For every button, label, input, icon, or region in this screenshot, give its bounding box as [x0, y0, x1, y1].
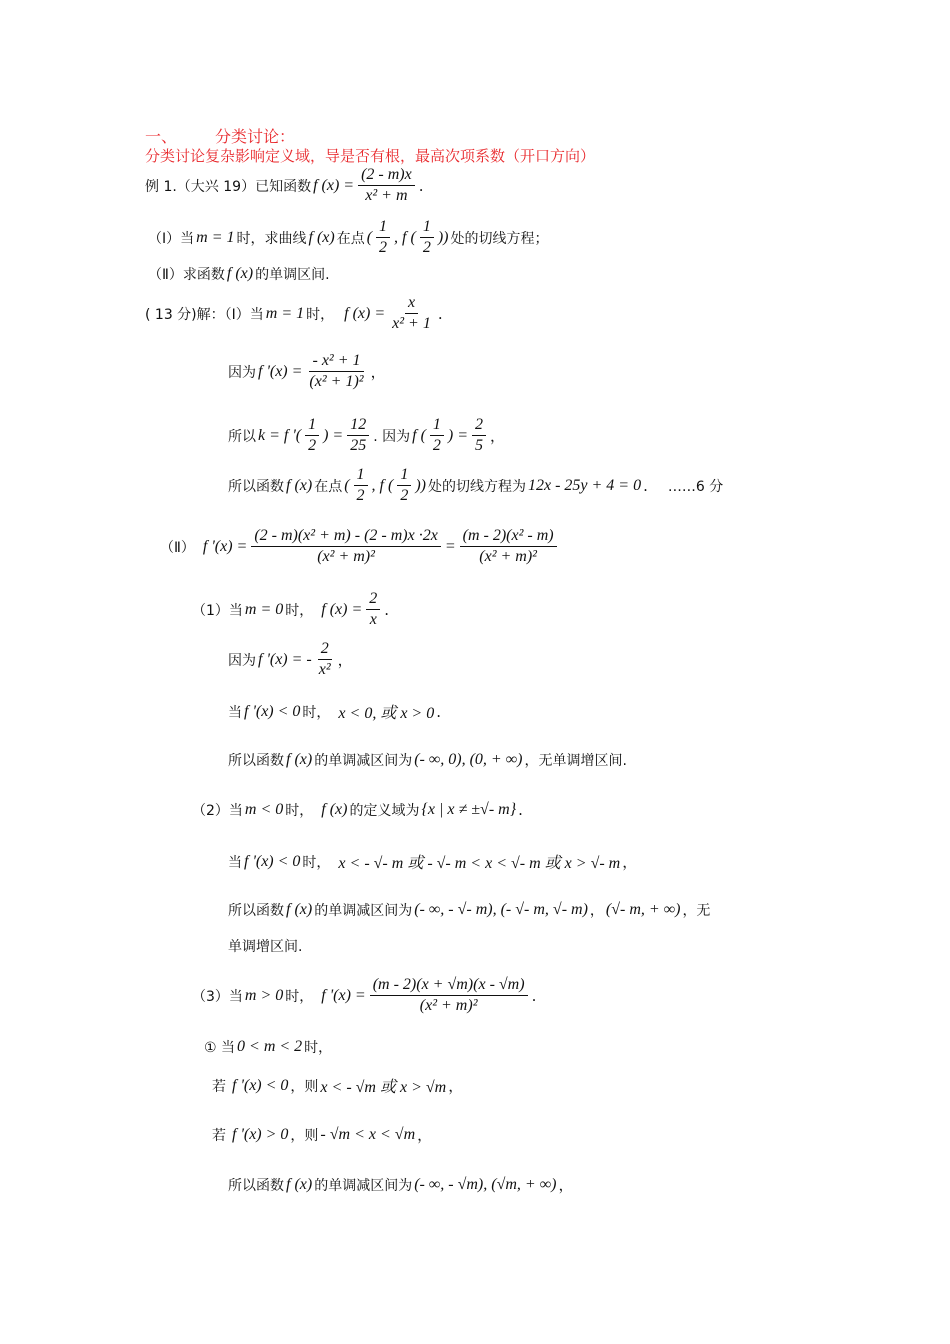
function-lhs: f (x) =: [313, 176, 355, 194]
math-lhs: f (x) =: [321, 600, 363, 618]
fraction-denominator: 2: [432, 437, 441, 455]
text-fragment: 所以函数: [228, 903, 284, 919]
equals-sign: =: [444, 537, 456, 555]
math-fragment: ) =: [323, 426, 344, 444]
text-fragment: 当: [228, 704, 242, 721]
fraction-denominator: 2: [400, 487, 409, 505]
text-fragment: 时，: [285, 803, 314, 819]
text-fragment: 因为: [228, 652, 256, 669]
text-fragment: ，无: [682, 903, 711, 919]
fraction: [460, 527, 557, 567]
comma: ，: [622, 853, 638, 871]
period: .: [643, 476, 648, 495]
text-fragment: 时，: [302, 854, 331, 871]
math-condition: m = 0: [244, 600, 284, 618]
math-lhs: f '(x) =: [202, 537, 248, 555]
math-solution: x < 0, 或 x > 0: [338, 705, 435, 722]
slope-line: [228, 416, 505, 456]
solution-head: [145, 294, 443, 334]
fraction: [370, 976, 528, 1016]
section-heading: [145, 124, 295, 147]
fraction: [366, 590, 380, 630]
fraction-denominator: x: [369, 611, 377, 629]
fraction-denominator: 2: [422, 239, 431, 257]
fraction-numerator: (m - 2)(x² - m): [460, 527, 557, 547]
q1-text: 时，求曲线: [236, 230, 307, 247]
text-fragment: 所以函数: [228, 1177, 284, 1194]
math-solution: x < - √- m 或 - √- m < x < √- m 或 x > √- m: [338, 855, 621, 872]
text-fragment: ，: [589, 903, 604, 919]
case-2-result-wrap: 单调增区间.: [228, 939, 303, 955]
text-fragment: 因为: [228, 364, 256, 381]
fraction-denominator: (x² + m)²: [419, 997, 478, 1015]
comma: ，: [448, 1077, 464, 1095]
text-fragment: 的定义域为: [349, 803, 420, 819]
comma: ，: [370, 363, 386, 382]
period: .: [436, 702, 442, 721]
fraction-denominator: 2: [356, 487, 365, 505]
fraction: [316, 640, 334, 680]
section-title: 分类讨论：: [215, 127, 296, 146]
fraction-denominator: 25: [350, 437, 367, 455]
fraction-denominator: x² + 1: [392, 315, 431, 333]
fraction-denominator: (x² + m)²: [479, 548, 537, 566]
fraction-numerator: 2: [472, 416, 486, 436]
text-fragment: 的单调减区间为: [314, 753, 413, 769]
point-middle: , f (: [394, 228, 416, 246]
q1-function: f (x): [308, 228, 335, 246]
subcase-1: [204, 1037, 332, 1057]
fraction: [305, 416, 319, 456]
text-fragment: 在点: [314, 478, 343, 495]
fraction-numerator: 2: [366, 590, 380, 610]
text-fragment: 所以: [228, 428, 256, 445]
comma: ，: [417, 1126, 433, 1144]
text-fragment: 时，: [304, 1040, 333, 1056]
q1-prefix: （Ⅰ）当: [148, 230, 195, 247]
tangent-equation: 12x - 25y + 4 = 0: [527, 476, 642, 494]
math-lhs: f '(x) =: [258, 362, 303, 380]
text-fragment: 的单调减区间为: [314, 1177, 413, 1194]
domain-set: {x | x ≠ ±√- m}: [421, 801, 517, 818]
math-solution: x < - √m 或 x > √m: [320, 1079, 447, 1096]
period: .: [418, 176, 424, 195]
case-1-solve: [228, 700, 441, 723]
interval: (√- m, + ∞): [605, 901, 681, 918]
fraction-numerator: 1: [430, 416, 444, 436]
part2-derivative: [160, 527, 559, 567]
solution-label: ( 13 分)解：（Ⅰ）当: [145, 306, 264, 323]
math-fragment: f (x): [286, 751, 313, 768]
case-label: （2）当: [192, 803, 243, 819]
paren: )): [415, 476, 426, 494]
fraction-numerator: 12: [347, 416, 369, 436]
interval: (- ∞, - √m), (√m, + ∞): [414, 1175, 557, 1193]
text-fragment: 当: [228, 854, 242, 871]
math-fragment: ) =: [447, 426, 469, 444]
text-fragment: . 因为: [373, 428, 411, 445]
text-fragment: 时，: [285, 602, 314, 619]
text-fragment: ，则: [290, 1127, 319, 1144]
comma: ，: [337, 651, 353, 670]
section-subtitle: 分类讨论复杂影响定义域，导是否有根，最高次项系数（开口方向）: [145, 147, 596, 165]
case-3: [192, 976, 536, 1016]
fraction-numerator: x: [405, 294, 418, 314]
math-condition: f '(x) < 0: [244, 702, 301, 720]
text-fragment: 所以函数: [228, 478, 284, 495]
fraction-numerator: 1: [305, 416, 319, 436]
q1-suffix: 处的切线方程；: [450, 230, 549, 247]
tangent-line: [228, 466, 723, 506]
fraction-numerator: (m - 2)(x + √m)(x - √m): [370, 976, 528, 996]
case-2-solve: [228, 850, 637, 873]
paren: )): [437, 228, 449, 246]
case-1-result: [228, 750, 627, 770]
interval: (- ∞, 0), (0, + ∞): [414, 751, 523, 768]
q1-condition: m = 1: [196, 228, 235, 246]
fraction: [430, 416, 444, 456]
subcase-1-result: [228, 1174, 573, 1195]
math-condition: m < 0: [244, 801, 284, 818]
q2-function: f (x): [226, 265, 254, 282]
text-fragment: ，则: [290, 1078, 319, 1095]
case-2-result: [228, 900, 710, 920]
math-condition: f '(x) < 0: [232, 1076, 289, 1094]
fraction: [347, 416, 369, 456]
math-condition: f '(x) > 0: [232, 1125, 289, 1143]
fraction-numerator: (2 - m)x: [358, 166, 415, 186]
math-fragment: f (x): [321, 801, 348, 818]
score-mark: ……6 分: [667, 478, 724, 495]
subcase-1-positive: [212, 1124, 432, 1145]
math-lhs: f '(x) = -: [258, 650, 312, 668]
math-fragment: f (x): [286, 901, 313, 918]
fraction-numerator: (2 - m)(x² + m) - (2 - m)x ·2x: [251, 527, 441, 547]
part-label: （Ⅱ）: [160, 539, 195, 556]
case-label: （1）当: [192, 602, 243, 619]
fraction: [389, 294, 434, 334]
comma: ，: [490, 427, 506, 446]
fraction-numerator: 1: [397, 466, 411, 486]
comma: ，: [558, 1176, 574, 1194]
subcase-1-negative: [212, 1074, 463, 1097]
fraction-denominator: x²: [318, 661, 331, 679]
math-lhs: k = f '(: [258, 426, 302, 444]
math-condition: m = 1: [265, 304, 305, 322]
text-fragment: 所以函数: [228, 753, 284, 769]
problem-line: [145, 166, 424, 206]
problem-lead: 例 1.（大兴 19）已知函数: [145, 178, 312, 195]
text-fragment: 时，: [285, 988, 314, 1005]
math-condition: f '(x) < 0: [244, 852, 301, 870]
case-2: [192, 800, 523, 820]
math-condition: 0 < m < 2: [237, 1038, 303, 1055]
fraction-denominator: x² + m: [365, 187, 408, 205]
fraction-numerator: 1: [354, 466, 368, 486]
fraction: [251, 527, 441, 567]
text-fragment: 若: [212, 1078, 226, 1095]
fraction-denominator: (x² + 1)²: [309, 373, 364, 391]
half-fraction: [420, 218, 434, 258]
fraction: [472, 416, 486, 456]
text-fragment: 处的切线方程为: [427, 478, 526, 495]
fraction-numerator: 1: [376, 218, 390, 238]
half-fraction: [376, 218, 390, 258]
math-lhs: f '(x) =: [321, 986, 366, 1004]
section-number: 一、: [145, 127, 178, 146]
period: .: [518, 801, 523, 819]
question-2: [148, 264, 330, 284]
interval: (- ∞, - √- m), (- √- m, √- m): [414, 901, 588, 918]
q2-prefix: （Ⅱ）求函数: [148, 267, 225, 283]
math-lhs: f (x) =: [344, 304, 386, 322]
text-fragment: 若: [212, 1127, 226, 1144]
period: .: [531, 986, 537, 1005]
fraction: [397, 466, 411, 506]
q2-suffix: 的单调区间.: [255, 267, 330, 283]
case-1-derivative: [228, 640, 353, 680]
fraction-numerator: - x² + 1: [309, 352, 363, 372]
fraction-denominator: 2: [308, 437, 317, 455]
math-solution: - √m < x < √m: [320, 1125, 416, 1143]
function-fraction: [358, 166, 415, 206]
math-fragment: f (: [412, 426, 426, 444]
text-fragment: 时，: [306, 306, 335, 323]
subcase-label: ① 当: [204, 1040, 236, 1056]
derivative-line: [228, 352, 386, 392]
fraction-denominator: (x² + m)²: [317, 548, 375, 566]
period: .: [437, 304, 443, 323]
fraction: [354, 466, 368, 506]
paren: (: [344, 476, 350, 494]
math-fragment: , f (: [371, 476, 394, 494]
math-condition: m > 0: [244, 986, 284, 1004]
fraction-denominator: 2: [379, 239, 388, 257]
case-label: （3）当: [192, 988, 243, 1005]
text-fragment: 时，: [302, 704, 331, 721]
text-fragment: ，无单调增区间.: [524, 753, 627, 769]
paren: (: [366, 228, 373, 246]
math-fragment: f (x): [286, 1175, 313, 1193]
case-1: [192, 590, 389, 630]
q1-text-point: 在点: [336, 230, 365, 247]
fraction-numerator: 1: [420, 218, 434, 238]
fraction-numerator: 2: [318, 640, 332, 660]
fraction-denominator: 5: [475, 437, 484, 455]
question-1: [148, 218, 548, 258]
period: .: [384, 600, 390, 619]
math-fragment: f (x): [286, 476, 313, 494]
fraction: [306, 352, 366, 392]
text-fragment: 的单调减区间为: [314, 903, 413, 919]
